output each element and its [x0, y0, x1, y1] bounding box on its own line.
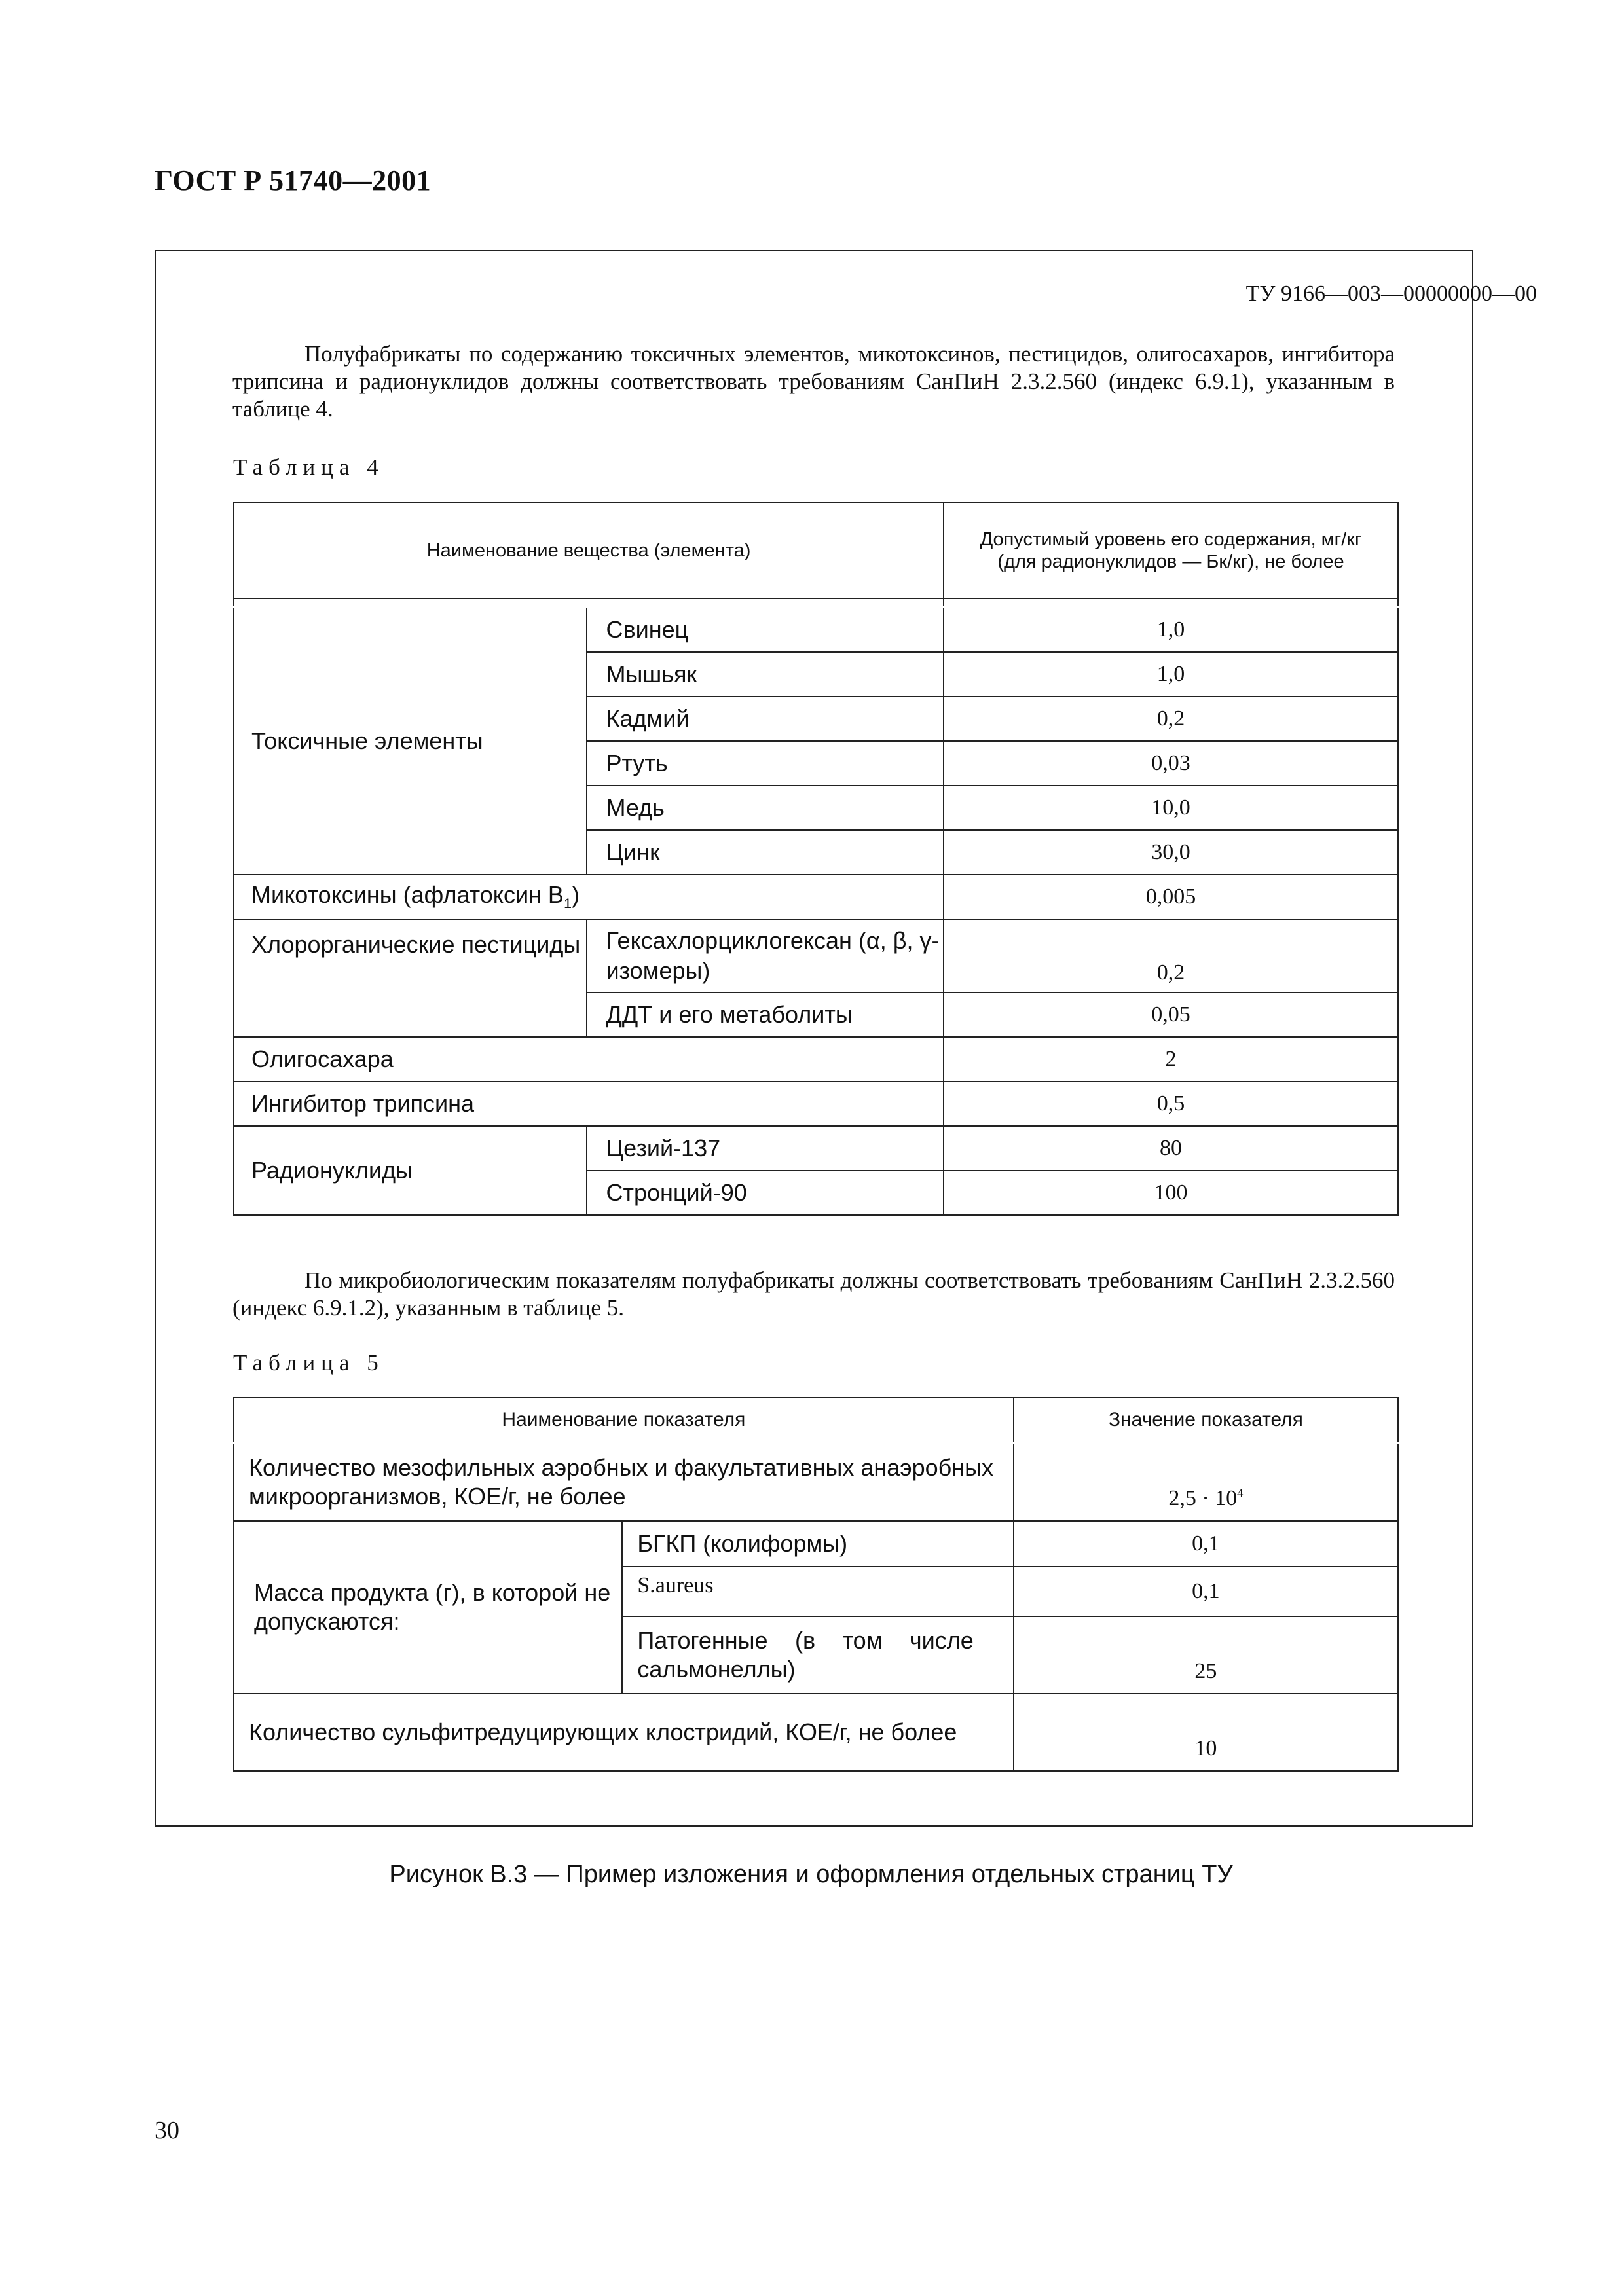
row-trypsin: Ингибитор трипсина	[234, 1082, 944, 1126]
row-value: 25	[1014, 1616, 1398, 1694]
table4-col2-header: Допустимый уровень его содержания, мг/кг (для радионуклидов — Бк/кг), не более	[944, 503, 1398, 598]
mycotoxins-subscript: 1	[563, 895, 572, 912]
value-base: 2,5 · 10	[1168, 1486, 1238, 1510]
row-name: ДДТ и его метаболиты	[587, 993, 944, 1037]
table5-col2-header: Значение показателя	[1014, 1398, 1398, 1443]
table-row	[234, 1126, 1398, 1171]
row-value: 10	[1014, 1694, 1398, 1771]
row-value: 0,05	[944, 993, 1398, 1037]
row-value: 80	[944, 1126, 1398, 1171]
row-oligosugars: Олигосахара	[234, 1037, 944, 1082]
group-toxic-elements: Токсичные элементы	[234, 607, 587, 875]
row-name: Кадмий	[587, 697, 944, 741]
row-value: 0,1	[1014, 1521, 1398, 1567]
table-row	[234, 1521, 1398, 1567]
row-name: БГКП (колиформы)	[622, 1521, 1013, 1567]
table5-caption: Таблица 5	[233, 1350, 384, 1376]
row-name: S.aureus	[622, 1567, 1013, 1616]
value-exponent: 4	[1237, 1486, 1244, 1501]
group-mass-product: Масса продукта (г), в которой не допускаются:	[234, 1521, 622, 1694]
row-value: 2	[944, 1037, 1398, 1082]
paragraph-table5-intro: По микробиологическим показателям полуфабрикаты должны соответствовать требованиям СанПиН 2.3.2.560 (индекс 6.9.1.2), указанным в таблице 5.	[232, 1267, 1395, 1321]
row-value: 0,2	[944, 697, 1398, 741]
figure-caption: Рисунок В.3 — Пример изложения и оформления отдельных страниц ТУ	[389, 1861, 1233, 1888]
table-row	[234, 1082, 1398, 1126]
row-name: Цезий-137	[587, 1126, 944, 1171]
table-row	[234, 1037, 1398, 1082]
row-value: 1,0	[944, 652, 1398, 697]
row-name: Медь	[587, 786, 944, 830]
table4-header-separator	[234, 598, 1398, 607]
row-mesophilic: Количество мезофильных аэробных и факультативных анаэробных микроорганизмов, КОЕ/г, не более	[234, 1443, 1014, 1521]
table-row	[234, 607, 1398, 652]
mycotoxins-label: Микотоксины (афлатоксин B	[251, 881, 564, 909]
table4-caption: Таблица 4	[233, 454, 384, 480]
page-number: 30	[155, 2117, 179, 2144]
table-row	[234, 1694, 1398, 1771]
paragraph-table4-intro: Полуфабрикаты по содержанию токсичных элементов, микотоксинов, пестицидов, олигосахаров, ингибитора трипсина и радионуклидов должны соответствовать требованиям СанПиН 2.3.2.560 (индекс 6.9.1), указанным в таблице 4.	[232, 341, 1395, 422]
table-row	[234, 875, 1398, 919]
table-5	[233, 1397, 1399, 1772]
ty-code: ТУ 9166—003—00000000—00	[1245, 282, 1537, 306]
row-value: 0,03	[944, 741, 1398, 786]
row-value: 0,005	[944, 875, 1398, 919]
row-name: Цинк	[587, 830, 944, 875]
table5-col1-header: Наименование показателя	[234, 1398, 1014, 1443]
table4-header-row	[234, 503, 1398, 598]
group-radionuclides: Радионуклиды	[234, 1126, 587, 1215]
group-pesticides: Хлорорганические пестициды	[234, 919, 587, 1037]
row-name: Свинец	[587, 607, 944, 652]
row-name: Ртуть	[587, 741, 944, 786]
row-clostridia: Количество сульфитредуцирующих клостридий, КОЕ/г, не более	[234, 1694, 1014, 1771]
row-value: 0,5	[944, 1082, 1398, 1126]
row-value: 100	[944, 1171, 1398, 1215]
table4-col1-header: Наименование вещества (элемента)	[234, 503, 944, 598]
document-header: ГОСТ Р 51740—2001	[155, 164, 432, 196]
row-value: 1,0	[944, 607, 1398, 652]
row-value	[1014, 1443, 1398, 1521]
table-4	[233, 502, 1399, 1216]
row-name: Мышьяк	[587, 652, 944, 697]
row-name: Стронций-90	[587, 1171, 944, 1215]
table-row	[234, 919, 1398, 993]
table5-header-row	[234, 1398, 1398, 1443]
row-value: 30,0	[944, 830, 1398, 875]
row-value: 0,1	[1014, 1567, 1398, 1616]
mycotoxins-close: )	[571, 881, 580, 909]
row-name: Гексахлорциклогексан (α, β, γ-изомеры)	[587, 919, 944, 993]
row-mycotoxins	[234, 875, 944, 919]
row-name: Патогенные (в том числе сальмонеллы)	[622, 1616, 1013, 1694]
row-value: 10,0	[944, 786, 1398, 830]
row-value: 0,2	[944, 919, 1398, 993]
table-row	[234, 1443, 1398, 1521]
